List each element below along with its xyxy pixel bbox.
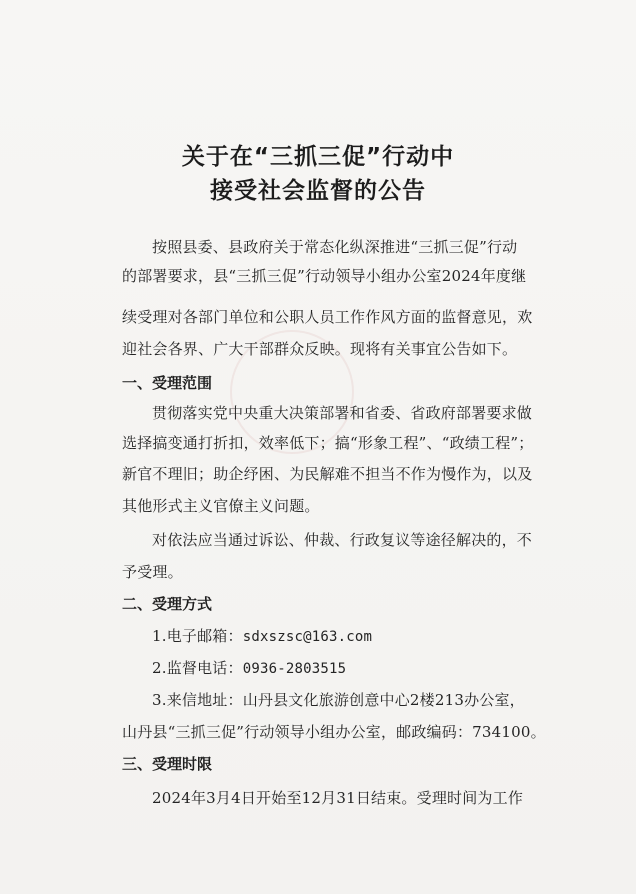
address-line-1: 3.来信地址：山丹县文化旅游创意中心2楼213办公室， — [152, 691, 525, 709]
section3-heading: 三、受理时限 — [122, 755, 213, 773]
title-line-1: 关于在“三抓三促”行动中 — [181, 144, 455, 170]
email-row — [152, 626, 558, 647]
phone-number: 0936-2803515 — [242, 661, 347, 677]
section1-p1-line-3: 新官不理旧；助企纾困、为民解难不担当不作为慢作为，以及 — [122, 465, 533, 483]
section1-p2-line-2: 予受理。 — [122, 563, 183, 581]
section1-p2-line-1: 对依法应当通过诉讼、仲裁、行政复议等途径解决的，不 — [152, 531, 533, 549]
email-label: 1.电子邮箱： — [152, 627, 243, 645]
intro-line-3: 续受理对各部门单位和公职人员工作作风方面的监督意见，欢 — [122, 308, 533, 326]
phone-row — [152, 658, 558, 679]
section1-p1-line-4: 其他形式主义官僚主义问题。 — [122, 497, 320, 515]
section1-p1-line-2: 选择搞变通打折扣，效率低下；搞“形象工程”、“政绩工程”； — [122, 434, 534, 452]
address-line-2: 山丹县“三抓三促”行动领导小组办公室，邮政编码：734100。 — [122, 723, 546, 741]
intro-line-1: 按照县委、县政府关于常态化纵深推进“三抓三促”行动 — [152, 238, 518, 256]
phone-label: 2.监督电话： — [152, 659, 243, 677]
section2-heading: 二、受理方式 — [122, 595, 213, 613]
intro-line-2: 的部署要求，县“三抓三促”行动领导小组办公室2024年度继 — [122, 267, 527, 285]
title-line-2: 接受社会监督的公告 — [210, 178, 426, 204]
section1-p1-line-1: 贯彻落实党中央重大决策部署和省委、省政府部署要求做 — [152, 404, 533, 422]
intro-line-4: 迎社会各界、广大干部群众反映。现将有关事宜公告如下。 — [122, 340, 518, 358]
email-address[interactable]: sdxszsc@163.com — [242, 629, 373, 645]
section1-heading: 一、受理范围 — [122, 374, 213, 392]
section3-line-1: 2024年3月4日开始至12月31日结束。受理时间为工作 — [152, 789, 524, 807]
